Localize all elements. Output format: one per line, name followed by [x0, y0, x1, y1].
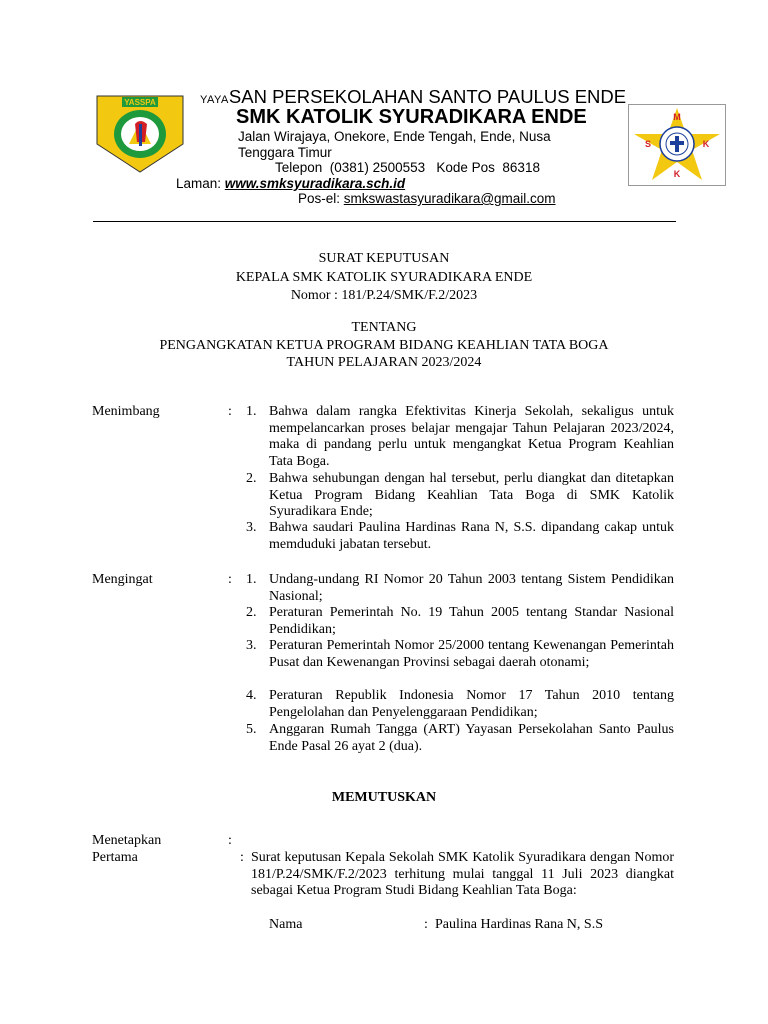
- menimbang-num-1: 1.: [246, 404, 257, 419]
- yassapa-logo: [95, 94, 185, 174]
- menetapkan-colon: :: [228, 833, 232, 848]
- mengingat-item-2: Peraturan Pemerintah No. 19 Tahun 2005 tentang Standar Nasional Pendidikan;: [269, 605, 674, 637]
- right-logo-letter-bottom: K: [673, 169, 681, 179]
- mengingat-num-5: 5.: [246, 722, 257, 737]
- mengingat-item-5: Anggaran Rumah Tangga (ART) Yayasan Persekolahan Santo Paulus Ende Pasal 26 ayat 2 (dua).: [269, 722, 674, 754]
- menimbang-item-2: Bahwa sehubungan dengan hal tersebut, perlu diangkat dan ditetapkan Ketua Program Bidang Keahlian Tata Boga di SMK Katolik Syuradikara Ende;: [269, 471, 674, 519]
- mengingat-num-3: 3.: [246, 638, 257, 653]
- school-name: SMK KATOLIK SYURADIKARA ENDE: [236, 106, 587, 128]
- website-link[interactable]: www.smksyuradikara.sch.id: [224, 176, 406, 191]
- subject-line-2: TAHUN PELAJARAN 2023/2024: [286, 355, 482, 370]
- tentang-heading: TENTANG: [351, 320, 417, 335]
- mengingat-item-3: Peraturan Pemerintah Nomor 25/2000 tentang Kewenangan Pemerintah Pusat dan Kewenangan Provinsi sebagai daerah otonami;: [269, 638, 674, 670]
- website-line: [176, 176, 405, 191]
- mengingat-colon: :: [228, 572, 232, 587]
- mengingat-num-1: 1.: [246, 572, 257, 587]
- address-line-2: Tenggara Timur: [238, 145, 332, 160]
- menimbang-label: Menimbang: [92, 404, 160, 419]
- pertama-label: Pertama: [92, 850, 138, 865]
- doc-title: SURAT KEPUTUSAN: [318, 251, 450, 266]
- left-logo-text: YASSPA: [124, 98, 156, 107]
- address-line-1: Jalan Wirajaya, Onekore, Ende Tengah, Ende, Nusa: [238, 129, 551, 144]
- right-logo-letter-top: M: [673, 112, 681, 122]
- pertama-text: Surat keputusan Kepala Sekolah SMK Katolik Syuradikara dengan Nomor 181/P.24/SMK/F.2/2023 terhitung mulai tanggal 11 Juli 2023 diangkat sebagai Ketua Program Studi Bidang Keahlian Tata Boga:: [251, 850, 674, 898]
- mengingat-label: Mengingat: [92, 572, 153, 587]
- doc-issuer: KEPALA SMK KATOLIK SYURADIKARA ENDE: [235, 270, 533, 285]
- doc-number: Nomor : 181/P.24/SMK/F.2/2023: [290, 288, 478, 303]
- website-label: Laman:: [176, 176, 225, 191]
- memutuskan-heading: MEMUTUSKAN: [331, 790, 437, 805]
- pertama-colon: :: [240, 850, 244, 865]
- email-label: Pos-el:: [298, 191, 344, 206]
- mengingat-item-4: Peraturan Republik Indonesia Nomor 17 Tahun 2010 tentang Pengelolahan dan Penyelenggaraan Pendidikan;: [269, 688, 674, 720]
- menetapkan-label: Menetapkan: [92, 833, 162, 848]
- mengingat-item-1: Undang-undang RI Nomor 20 Tahun 2003 tentang Sistem Pendidikan Nasional;: [269, 572, 674, 604]
- menimbang-item-3: Bahwa saudari Paulina Hardinas Rana N, S.S. dipandang cakap untuk memduduki jabatan tersebut.: [269, 520, 674, 552]
- right-logo-letter-right: K: [702, 139, 710, 149]
- mengingat-num-2: 2.: [246, 605, 257, 620]
- email-link[interactable]: smkswastasyuradikara@gmail.com: [343, 191, 556, 206]
- nama-value: Paulina Hardinas Rana N, S.S: [435, 917, 603, 932]
- nama-colon: :: [424, 917, 428, 932]
- subject-line-1: PENGANGKATAN KETUA PROGRAM BIDANG KEAHLIAN TATA BOGA: [159, 338, 609, 353]
- menimbang-num-3: 3.: [246, 520, 257, 535]
- email-line: [298, 191, 556, 206]
- menimbang-item-1: Bahwa dalam rangka Efektivitas Kinerja Sekolah, sekaligus untuk mempelancarkan proses belajar mengajar Tahun Pelajaran 2023/2024, maka di pandang perlu untuk mengangkat Ketua Program Keahlian Tata Boga.: [269, 404, 674, 469]
- smk-logo: [628, 104, 726, 186]
- right-logo-letter-left: S: [644, 139, 652, 149]
- nama-label: Nama: [269, 917, 303, 932]
- menimbang-num-2: 2.: [246, 471, 257, 486]
- foundation-name: YAYASAN PERSEKOLAHAN SANTO PAULUS ENDE: [200, 86, 627, 107]
- phone-line: Telepon (0381) 2500553 Kode Pos 86318: [275, 160, 540, 175]
- letterhead-divider: [93, 221, 676, 222]
- menimbang-colon: :: [228, 404, 232, 419]
- mengingat-num-4: 4.: [246, 688, 257, 703]
